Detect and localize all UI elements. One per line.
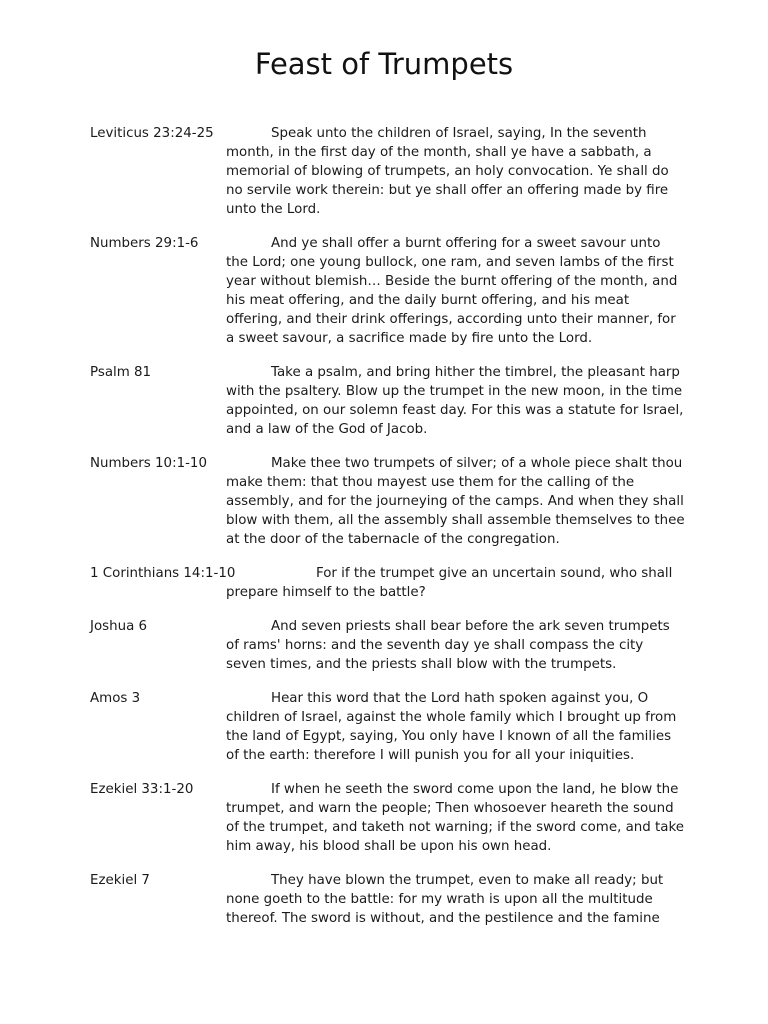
scripture-reference: Ezekiel 7 — [90, 873, 150, 888]
scripture-text: For if the trumpet give an uncertain sound, who shall prepare himself to the battle? — [226, 566, 673, 600]
scripture-reference: Joshua 6 — [90, 619, 148, 634]
scripture-entry — [90, 124, 690, 219]
scripture-entry — [90, 617, 690, 674]
scripture-text: If when he seeth the sword come upon the land, he blow the trumpet, and warn the people; Then whosoever heareth the sound of the trumpet, and taketh not warning; if the sword come, and take him away, his blood shall be upon his own head. — [226, 782, 685, 854]
scripture-reference: Numbers 10:1-10 — [90, 456, 207, 471]
scripture-entry — [90, 564, 690, 602]
scripture-text: And seven priests shall bear before the ark seven trumpets of rams' horns: and the seventh day ye shall compass the city seven times, and the priests shall blow with the trumpets. — [226, 619, 670, 672]
scripture-entry — [90, 780, 690, 856]
scripture-entry — [90, 871, 690, 928]
scripture-reference: Amos 3 — [90, 691, 141, 706]
scripture-entry — [90, 234, 690, 348]
scripture-text: Take a psalm, and bring hither the timbrel, the pleasant harp with the psaltery. Blow up the trumpet in the new moon, in the time appointed, on our solemn feast day. For this was a statute for Israel, and a law of the God of Jacob. — [226, 365, 684, 437]
scripture-text: They have blown the trumpet, even to make all ready; but none goeth to the battle: for my wrath is upon all the multitude thereof. The sword is without, and the pestilence and the famine — [226, 873, 664, 926]
scripture-entry — [90, 363, 690, 439]
scripture-text: And ye shall offer a burnt offering for a sweet savour unto the Lord; one young bullock, one ram, and seven lambs of the first year without blemish… Beside the burnt offering of the month, and his meat offering, and the daily burnt offering, and his meat offering, and their drink offerings, according unto their manner, for a sweet savour, a sacrifice made by fire unto the Lord. — [226, 236, 678, 346]
scripture-reference: 1 Corinthians 14:1-10 — [90, 566, 236, 581]
scripture-reference: Numbers 29:1-6 — [90, 236, 199, 251]
page-title: Feast of Trumpets — [254, 47, 514, 81]
scripture-entry — [90, 689, 690, 765]
scripture-text: Speak unto the children of Israel, saying, In the seventh month, in the first day of the month, shall ye have a sabbath, a memorial of blowing of trumpets, an holy convocation. Ye shall do no servile work therein: but ye shall offer an offering made by fire unto the Lord. — [226, 126, 669, 217]
scripture-reference: Leviticus 23:24-25 — [90, 126, 214, 141]
scripture-list — [90, 124, 690, 943]
scripture-entry — [90, 454, 690, 549]
scripture-text: Make thee two trumpets of silver; of a whole piece shalt thou make them: that thou mayest use them for the calling of the assembly, and for the journeying of the camps. And when they shall blow with them, all the assembly shall assemble themselves to thee at the door of the tabernacle of the congregation. — [226, 456, 685, 547]
scripture-reference: Ezekiel 33:1-20 — [90, 782, 194, 797]
scripture-reference: Psalm 81 — [90, 365, 152, 380]
scripture-text: Hear this word that the Lord hath spoken against you, O children of Israel, against the whole family which I brought up from the land of Egypt, saying, You only have I known of all the families of the earth: therefore I will punish you for all your iniquities. — [226, 691, 677, 763]
